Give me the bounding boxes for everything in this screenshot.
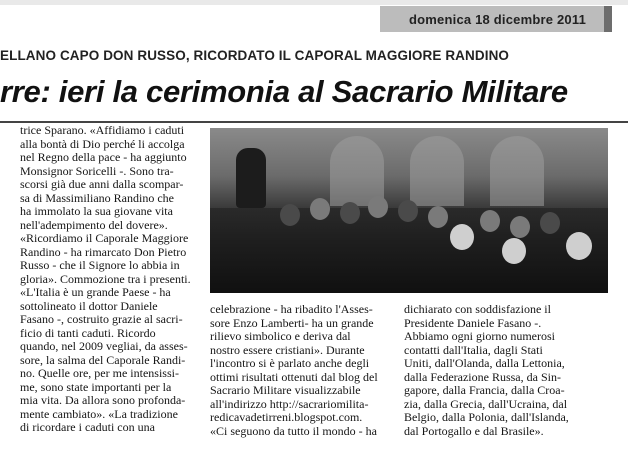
text-line: celebrazione - ha ribadito l'Asses- xyxy=(210,302,373,316)
text-line: dal Portogallo e dal Brasile». xyxy=(404,423,544,438)
photo-arch xyxy=(490,136,544,206)
text-line: «L'Italia è un grande Paese - ha xyxy=(20,285,171,299)
text-line: Russo - che il Signore lo abbia in xyxy=(20,258,180,272)
text-line: Uniti, dall'Olanda, dalla Lettonia, xyxy=(404,356,565,370)
text-line: alla bontà di Dio perché li accolga xyxy=(20,136,185,151)
text-line: di ricordare i caduti con una xyxy=(20,420,155,434)
text-line: Randino - ha rimarcato Don Pietro xyxy=(20,244,187,259)
text-line: ottimi risultati ottenuti dal blog del xyxy=(210,369,378,384)
text-line: rilievo simbolico e deriva dal xyxy=(210,329,351,343)
photo-person xyxy=(340,202,360,224)
text-line: l'incontro si è parlato anche degli xyxy=(210,356,370,370)
text-line: Presidente Daniele Fasano -. xyxy=(404,315,542,330)
article-headline: rre: ieri la cerimonia al Sacrario Militare xyxy=(0,74,568,109)
text-line: nostro essere cristiani». Durante xyxy=(210,342,365,357)
text-line: nell'adempimento del dovere». xyxy=(20,217,168,232)
text-column-right xyxy=(404,303,618,438)
text-column-left xyxy=(20,124,206,435)
photo-person xyxy=(310,198,330,220)
photo-person xyxy=(566,232,592,260)
photo-person xyxy=(368,196,388,218)
text-line: ficio di tanti caduti. Ricordo xyxy=(20,325,156,340)
text-line: me, sono state importanti per la xyxy=(20,379,172,394)
text-line: Sacrario Militare visualizzabile xyxy=(210,383,361,397)
photo-person xyxy=(540,212,560,234)
text-line: no. Quelle ore, per me intensissi- xyxy=(20,366,179,380)
text-line: trice Sparano. «Affidiamo i caduti xyxy=(20,123,185,137)
photo-arch xyxy=(410,136,464,206)
text-line: zia, dalla Grecia, dall'Ucraina, dal xyxy=(404,396,568,411)
text-line: ha immolato la sua giovane vita xyxy=(20,204,173,218)
text-line: sa di Massimiliano Randino che xyxy=(20,190,174,205)
text-line: «Ci seguono da tutto il mondo - ha xyxy=(210,423,377,438)
text-line: nel Regno della pace - ha aggiunto xyxy=(20,150,187,164)
text-line: sottolineato il dottor Daniele xyxy=(20,298,158,313)
text-line: Belgio, dalla Polonia, dall'Islanda, xyxy=(404,410,569,424)
top-rule xyxy=(0,0,640,5)
text-line: dalla Federazione Russa, da Sin- xyxy=(404,369,561,384)
text-line: sore Enzo Lamberti- ha un grande xyxy=(210,315,374,330)
article-overline: ELLANO CAPO DON RUSSO, RICORDATO IL CAPORAL MAGGIORE RANDINO xyxy=(0,48,510,63)
photo-person xyxy=(450,224,474,250)
photo-person xyxy=(480,210,500,232)
photo-person xyxy=(502,238,526,264)
text-line: mia vita. Da allora sono profonda- xyxy=(20,393,186,407)
photo-person xyxy=(428,206,448,228)
text-line: Abbiamo ogni giorno numerosi xyxy=(404,329,555,343)
text-line: Monsignor Soricelli -. Sono tra- xyxy=(20,163,174,178)
photo-person xyxy=(398,200,418,222)
text-line: all'indirizzo http://sacrariomilita- xyxy=(210,396,369,411)
issue-date: domenica 18 dicembre 2011 xyxy=(409,11,586,27)
text-line: quando, nel 2009 vegliai, da asses- xyxy=(20,339,188,353)
text-line: mente cambiato». «La tradizione xyxy=(20,406,178,421)
text-line: «Ricordiamo il Caporale Maggiore xyxy=(20,231,189,245)
photo-violinist xyxy=(236,148,266,208)
photo-person xyxy=(510,216,530,238)
photo-wall xyxy=(210,128,608,208)
text-line: Fasano -, costruito grazie al sacri- xyxy=(20,312,183,326)
text-line: gloria». Commozione tra i presenti. xyxy=(20,271,191,286)
page-edge xyxy=(628,0,640,467)
text-line: redicavadetirreni.blogspot.com. xyxy=(210,410,363,424)
text-line: sore, la salma del Caporale Randi- xyxy=(20,352,186,367)
ceremony-photo xyxy=(210,128,608,293)
date-bar xyxy=(380,6,612,32)
text-line: scorsi già due anni dalla scompar- xyxy=(20,177,184,191)
text-line: contatti dall'Italia, dagli Stati xyxy=(404,342,543,357)
text-column-middle xyxy=(210,303,390,438)
text-line: gapore, dalla Francia, dalla Croa- xyxy=(404,383,565,397)
photo-person xyxy=(280,204,300,226)
text-line: dichiarato con soddisfazione il xyxy=(404,302,551,316)
